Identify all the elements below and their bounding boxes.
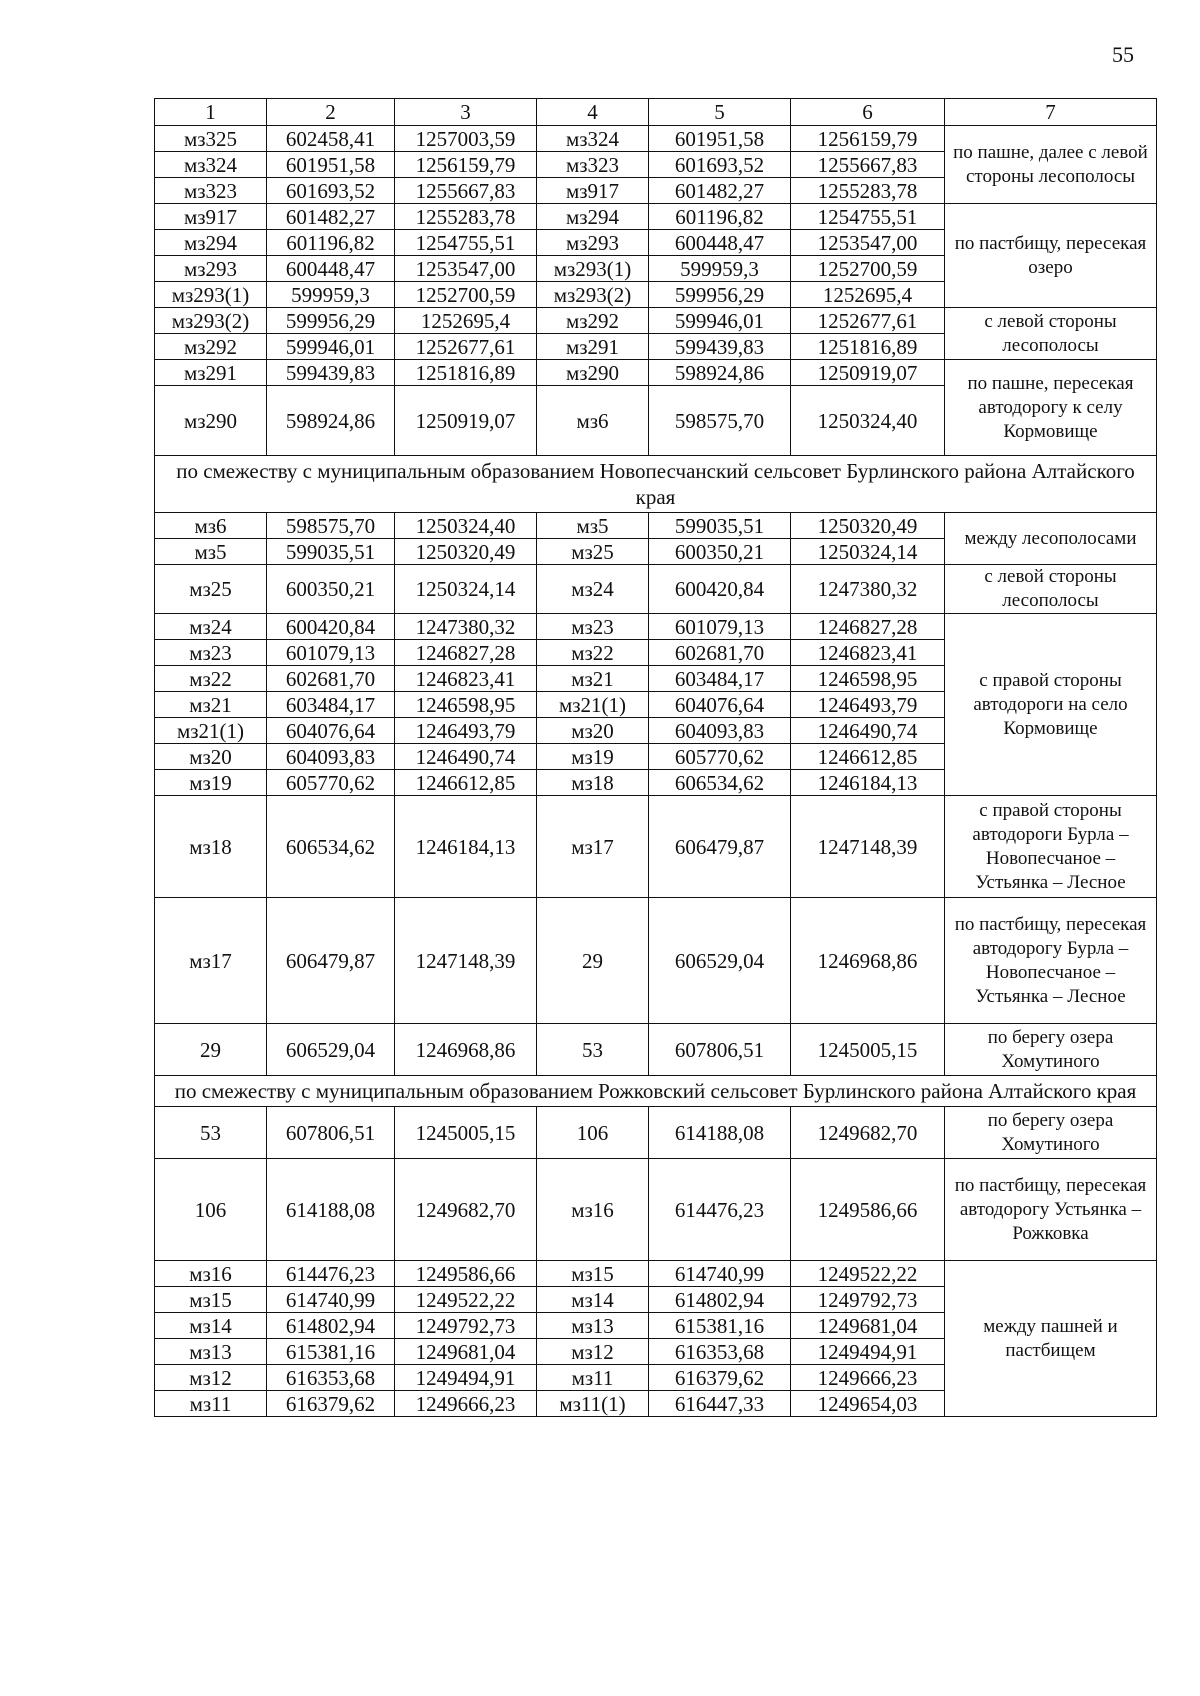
boundary-description-cell: по пастбищу, пересекая автодорогу Бурла – Новопесчаное – Устьянка – Лесное [945,898,1157,1024]
table-cell: 600420,84 [649,565,791,614]
table-cell: 615381,16 [267,1339,395,1365]
table-cell: 607806,51 [267,1107,395,1159]
table-cell: мз25 [155,565,267,614]
table-cell: мз19 [155,770,267,796]
table-cell: 1249522,22 [791,1261,945,1287]
table-cell: мз24 [537,565,649,614]
table-cell: 606534,62 [649,770,791,796]
table-cell: 614476,23 [649,1159,791,1261]
table-cell: 1254755,51 [791,204,945,230]
table-cell: 1249682,70 [395,1159,537,1261]
table-cell: 598575,70 [267,513,395,539]
table-cell: 606529,04 [649,898,791,1024]
table-cell: 1254755,51 [395,230,537,256]
table-cell: мз293 [537,230,649,256]
table-cell: мз5 [155,539,267,565]
table-cell: 1247148,39 [395,898,537,1024]
column-header: 7 [945,99,1157,126]
table-cell: мз324 [155,152,267,178]
table-cell: мз18 [155,796,267,898]
boundary-description-cell: по пастбищу, пересекая озеро [945,204,1157,308]
table-cell: мз6 [155,513,267,539]
table-cell: 604076,64 [649,692,791,718]
table-cell: 1249494,91 [791,1339,945,1365]
table-cell: 601951,58 [649,126,791,152]
table-row [155,796,1157,898]
table-cell: 53 [537,1024,649,1076]
table-cell: 605770,62 [649,744,791,770]
table-cell: 1256159,79 [791,126,945,152]
table-cell: мз13 [537,1313,649,1339]
column-header: 4 [537,99,649,126]
table-cell: 1247148,39 [791,796,945,898]
page-number: 55 [1112,42,1134,67]
table-cell: мз325 [155,126,267,152]
table-cell: мз23 [155,640,267,666]
column-header: 2 [267,99,395,126]
table-cell: 606479,87 [649,796,791,898]
table-cell: 614802,94 [267,1313,395,1339]
section-heading: по смежеству с муниципальным образованием Новопесчанский сельсовет Бурлинского района Алтайского края [155,456,1157,513]
table-cell: 600420,84 [267,614,395,640]
table-cell: мз323 [537,152,649,178]
table-cell: 601693,52 [267,178,395,204]
table-cell: мз293 [155,256,267,282]
table-row [155,360,1157,386]
table-cell: мз292 [155,334,267,360]
table-row [155,308,1157,334]
table-cell: 615381,16 [649,1313,791,1339]
table-cell: 106 [155,1159,267,1261]
table-cell: мз19 [537,744,649,770]
table-cell: 1247380,32 [791,565,945,614]
column-header: 1 [155,99,267,126]
table-cell: 1246493,79 [395,718,537,744]
table-cell: 1249681,04 [791,1313,945,1339]
table-row [155,126,1157,152]
column-header: 5 [649,99,791,126]
table-cell: 1249792,73 [791,1287,945,1313]
table-cell: 1255667,83 [395,178,537,204]
table-cell: 599439,83 [649,334,791,360]
table-cell: 1250320,49 [791,513,945,539]
table-cell: мз917 [537,178,649,204]
table-cell: 1249666,23 [791,1365,945,1391]
table-cell: 1250919,07 [395,386,537,456]
table-cell: 1255283,78 [791,178,945,204]
boundary-coordinates-table [154,98,1157,1417]
table-cell: 1252700,59 [395,282,537,308]
table-cell: 1257003,59 [395,126,537,152]
table-cell: 607806,51 [649,1024,791,1076]
table-cell: 604093,83 [267,744,395,770]
table-cell: 614188,08 [649,1107,791,1159]
table-cell: 1246968,86 [395,1024,537,1076]
table-cell: мз12 [155,1365,267,1391]
table-cell: 1246823,41 [791,640,945,666]
table-cell: 601196,82 [649,204,791,230]
table-cell: 598924,86 [267,386,395,456]
table-cell: 1249682,70 [791,1107,945,1159]
table-cell: 616447,33 [649,1391,791,1417]
table-cell: 1252700,59 [791,256,945,282]
table-cell: 1255283,78 [395,204,537,230]
table-cell: 606479,87 [267,898,395,1024]
table-cell: мз11 [537,1365,649,1391]
table-cell: мз21 [155,692,267,718]
table-cell: 1253547,00 [791,230,945,256]
table-cell: мз291 [155,360,267,386]
table-cell: 1246598,95 [395,692,537,718]
table-cell: 1252695,4 [791,282,945,308]
table-cell: 1246490,74 [791,718,945,744]
table-cell: 601482,27 [267,204,395,230]
table-cell: 600448,47 [267,256,395,282]
table-cell: 599035,51 [267,539,395,565]
column-header: 3 [395,99,537,126]
table-cell: мз22 [537,640,649,666]
table-cell: 1246612,85 [395,770,537,796]
column-header: 6 [791,99,945,126]
boundary-description-cell: с правой стороны автодороги на село Кормовище [945,614,1157,796]
table-cell: 1246827,28 [395,640,537,666]
table-cell: мз5 [537,513,649,539]
header-row [155,99,1157,126]
table-row [155,513,1157,539]
table-cell: мз293(2) [537,282,649,308]
table-cell: 601951,58 [267,152,395,178]
table-cell: 1252677,61 [791,308,945,334]
table-cell: 1252695,4 [395,308,537,334]
table-cell: 53 [155,1107,267,1159]
table-cell: мз292 [537,308,649,334]
table-cell: 1255667,83 [791,152,945,178]
table-cell: мз20 [537,718,649,744]
table-cell: 614476,23 [267,1261,395,1287]
table-cell: мз323 [155,178,267,204]
table-cell: 1250324,40 [791,386,945,456]
table-cell: 600350,21 [267,565,395,614]
table-cell: 1249681,04 [395,1339,537,1365]
table-row [155,898,1157,1024]
table-cell: мз16 [155,1261,267,1287]
table-cell: 601482,27 [649,178,791,204]
table-cell: 1246184,13 [791,770,945,796]
table-cell: мз24 [155,614,267,640]
table-cell: 29 [155,1024,267,1076]
table-cell: 616353,68 [649,1339,791,1365]
table-cell: 1249654,03 [791,1391,945,1417]
table-row [155,204,1157,230]
table-row [155,565,1157,614]
table-cell: 604076,64 [267,718,395,744]
boundary-description-cell: по пашне, пересекая автодорогу к селу Кормовище [945,360,1157,456]
table-cell: 1249586,66 [791,1159,945,1261]
table-cell: 599959,3 [267,282,395,308]
table-cell: 601079,13 [649,614,791,640]
table-cell: 603484,17 [267,692,395,718]
boundary-description-cell: по берегу озера Хомутиного [945,1024,1157,1076]
table-cell: 1246598,95 [791,666,945,692]
table-cell: 1246968,86 [791,898,945,1024]
table-cell: 614740,99 [267,1287,395,1313]
table-cell: 1250919,07 [791,360,945,386]
table-cell: 604093,83 [649,718,791,744]
table-row [155,1159,1157,1261]
table-cell: 599959,3 [649,256,791,282]
table-cell: 599439,83 [267,360,395,386]
table-cell: 601079,13 [267,640,395,666]
table-cell: мз15 [537,1261,649,1287]
table-cell: мз290 [155,386,267,456]
table-cell: 601693,52 [649,152,791,178]
table-cell: мз917 [155,204,267,230]
table-cell: 1246493,79 [791,692,945,718]
table-cell: мз290 [537,360,649,386]
table-cell: мз11 [155,1391,267,1417]
table-cell: 600350,21 [649,539,791,565]
table-cell: 599946,01 [267,334,395,360]
table-cell: мз13 [155,1339,267,1365]
section-heading: по смежеству с муниципальным образованием Рожковский сельсовет Бурлинского района Алтайского края [155,1076,1157,1107]
table-cell: мз21(1) [155,718,267,744]
table-cell: мз324 [537,126,649,152]
table-cell: 1246823,41 [395,666,537,692]
table-cell: мз20 [155,744,267,770]
table-cell: мз291 [537,334,649,360]
table-cell: 1246827,28 [791,614,945,640]
table-cell: 614188,08 [267,1159,395,1261]
table-cell: мз25 [537,539,649,565]
table-cell: 602681,70 [649,640,791,666]
table-cell: мз16 [537,1159,649,1261]
table-body [155,126,1157,1417]
section-row [155,456,1157,513]
boundary-description-cell: с левой стороны лесополосы [945,565,1157,614]
table-cell: 598575,70 [649,386,791,456]
table-row [155,1261,1157,1287]
table-cell: 1249494,91 [395,1365,537,1391]
boundary-description-cell: с правой стороны автодороги Бурла – Новопесчаное – Устьянка – Лесное [945,796,1157,898]
table-cell: 1256159,79 [395,152,537,178]
table-cell: мз14 [155,1313,267,1339]
table-cell: мз17 [155,898,267,1024]
table-cell: 599035,51 [649,513,791,539]
table-cell: мз293(1) [155,282,267,308]
table-cell: 1247380,32 [395,614,537,640]
boundary-description-cell: между пашней и пастбищем [945,1261,1157,1417]
table-cell: 605770,62 [267,770,395,796]
table-cell: 1246490,74 [395,744,537,770]
table-cell: 1252677,61 [395,334,537,360]
table-cell: 29 [537,898,649,1024]
table-cell: 1250324,40 [395,513,537,539]
table-cell: 1251816,89 [791,334,945,360]
boundary-description-cell: по берегу озера Хомутиного [945,1107,1157,1159]
table-cell: 602681,70 [267,666,395,692]
table-cell: мз22 [155,666,267,692]
table-cell: 599956,29 [267,308,395,334]
table-cell: 616379,62 [267,1391,395,1417]
table-cell: 1253547,00 [395,256,537,282]
boundary-description-cell: между лесополосами [945,513,1157,565]
table-cell: 603484,17 [649,666,791,692]
boundary-description-cell: с левой стороны лесополосы [945,308,1157,360]
table-cell: мз18 [537,770,649,796]
table-cell: 616379,62 [649,1365,791,1391]
table-cell: 606534,62 [267,796,395,898]
table-cell: 1249666,23 [395,1391,537,1417]
table-cell: 1245005,15 [791,1024,945,1076]
table-cell: 1249522,22 [395,1287,537,1313]
table-row [155,1107,1157,1159]
table-cell: 599956,29 [649,282,791,308]
table-cell: 1246612,85 [791,744,945,770]
table-cell: мз293(2) [155,308,267,334]
table-cell: мз293(1) [537,256,649,282]
table-cell: 1249792,73 [395,1313,537,1339]
table-cell: мз23 [537,614,649,640]
table-cell: 598924,86 [649,360,791,386]
table-cell: мз11(1) [537,1391,649,1417]
table-cell: 1251816,89 [395,360,537,386]
table-cell: 1250320,49 [395,539,537,565]
table-cell: мз21(1) [537,692,649,718]
table-cell: 600448,47 [649,230,791,256]
table-row [155,1024,1157,1076]
table-cell: мз6 [537,386,649,456]
table-cell: мз15 [155,1287,267,1313]
table-cell: 614802,94 [649,1287,791,1313]
table-cell: 1245005,15 [395,1107,537,1159]
table-cell: 616353,68 [267,1365,395,1391]
table-cell: мз17 [537,796,649,898]
boundary-description-cell: по пастбищу, пересекая автодорогу Устьянка – Рожковка [945,1159,1157,1261]
table-cell: 601196,82 [267,230,395,256]
table-cell: 1249586,66 [395,1261,537,1287]
table-cell: мз21 [537,666,649,692]
table-cell: 1246184,13 [395,796,537,898]
table-cell: 1250324,14 [395,565,537,614]
boundary-description-cell: по пашне, далее с левой стороны лесополосы [945,126,1157,204]
table-cell: мз14 [537,1287,649,1313]
table-cell: мз294 [537,204,649,230]
table-cell: 614740,99 [649,1261,791,1287]
table-cell: мз294 [155,230,267,256]
table-cell: 106 [537,1107,649,1159]
table-cell: 602458,41 [267,126,395,152]
table-cell: 1250324,14 [791,539,945,565]
table-row [155,614,1157,640]
table-cell: 606529,04 [267,1024,395,1076]
table-cell: мз12 [537,1339,649,1365]
table-cell: 599946,01 [649,308,791,334]
section-row [155,1076,1157,1107]
